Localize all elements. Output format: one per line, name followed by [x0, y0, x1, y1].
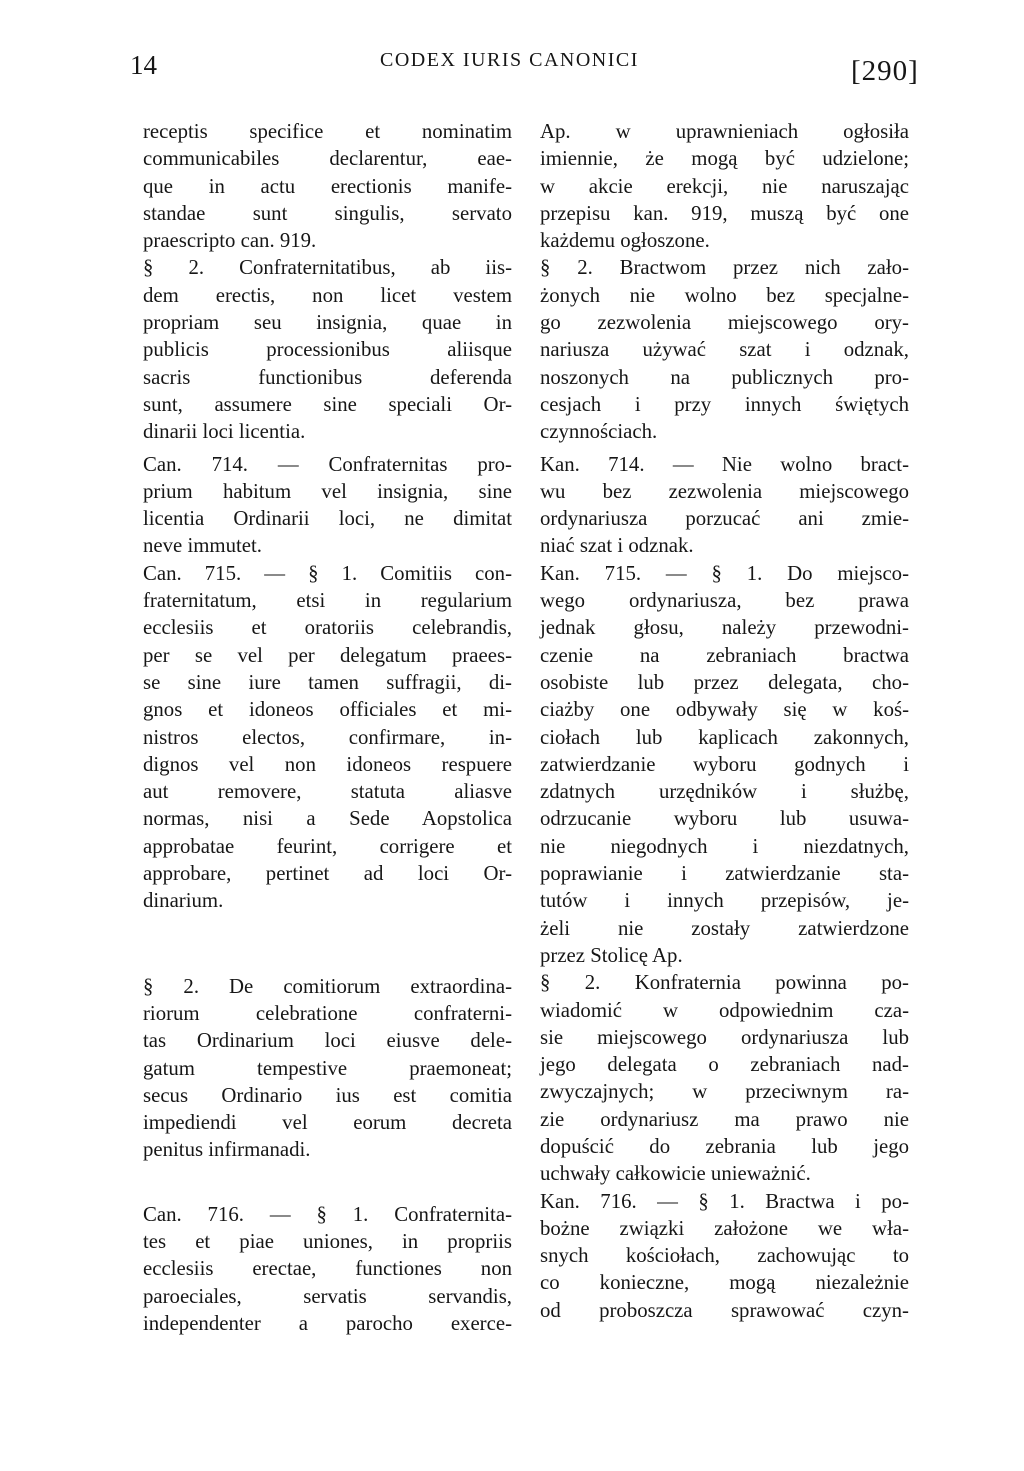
section-number: [290]: [851, 55, 919, 87]
latin-text-line: communicabiles declarentur, eae-: [143, 147, 512, 171]
latin-text-line: prium habitum vel insignia, sine: [143, 479, 512, 503]
polish-text-line: Ap. w uprawnieniach ogłosiła: [540, 120, 909, 143]
latin-text-line: propriam seu insignia, quae in: [143, 311, 512, 335]
polish-text-line: osobiste lub przez delegata, cho-: [540, 670, 909, 694]
latin-text-line: secus Ordinario ius est comitia: [143, 1083, 512, 1107]
polish-text-line: czenie na zebraniach bractwa: [540, 643, 909, 667]
polish-text-line: wu bez zezwolenia miejscowego: [540, 479, 909, 503]
polish-text-line: zie ordynariusz ma prawo nie: [540, 1107, 909, 1131]
latin-text-line: Can. 716. — § 1. Confraternita-: [143, 1202, 512, 1226]
latin-text-line: neve immutet.: [143, 534, 262, 558]
polish-text-line: odrzucanie wyboru lub usuwa-: [540, 807, 909, 831]
latin-text-line: dem erectis, non licet vestem: [143, 283, 512, 307]
latin-text-line: § 2. Confraternitatibus, ab iis-: [143, 256, 512, 280]
polish-text-line: ciażby one odbywały się w koś-: [540, 698, 909, 722]
polish-text-line: każdemu ogłoszone.: [540, 229, 710, 253]
latin-text-line: riorum celebratione confraterni-: [143, 1001, 512, 1025]
polish-text-line: jego delegata o zebraniach nad-: [540, 1053, 909, 1077]
latin-text-line: nistros electos, confirmare, in-: [143, 725, 512, 749]
polish-text-line: nariusza używać szat i odznak,: [540, 338, 909, 362]
latin-text-line: sacris functionibus deferenda: [143, 365, 512, 389]
latin-text-line: § 2. De comitiorum extraordina-: [143, 974, 512, 998]
latin-text-line: fraternitatum, etsi in regularium: [143, 589, 512, 613]
polish-text-line: snych kościołach, zachowując to: [540, 1244, 909, 1268]
polish-text-line: uchwały całkowicie unieważnić.: [540, 1162, 811, 1186]
latin-text-line: dignos vel non idoneos respuere: [143, 752, 512, 776]
polish-text-line: wiadomić w odpowiednim cza-: [540, 998, 909, 1022]
latin-text-line: se sine iure tamen suffragii, di-: [143, 670, 512, 694]
paragraph-gap: [143, 915, 512, 973]
latin-text-line: licentia Ordinarii loci, ne dimitat: [143, 507, 512, 531]
page-header: [0, 0, 1024, 100]
latin-text-line: independenter a parocho exerce-: [143, 1311, 512, 1335]
polish-text-line: co konieczne, mogą niezależnie: [540, 1271, 909, 1295]
polish-text-line: go zezwolenia miejscowego ory-: [540, 311, 909, 335]
polish-text-line: poprawianie i zatwierdzanie sta-: [540, 862, 909, 886]
latin-text-line: gatum tempestive praemoneat;: [143, 1056, 512, 1080]
polish-text-line: § 2. Konfraternia powinna po-: [540, 971, 909, 995]
latin-text-line: tes et piae uniones, in propriis: [143, 1229, 512, 1253]
polish-text-line: niać szat i odznak.: [540, 534, 694, 558]
latin-text-line: que in actu erectionis manife-: [143, 174, 512, 198]
running-title: CODEX IURIS CANONICI: [380, 49, 639, 71]
polish-text-line: Kan. 716. — § 1. Bractwa i po-: [540, 1189, 909, 1213]
polish-text-line: ciołach lub kaplicach zakonnych,: [540, 725, 909, 749]
latin-text-line: praescripto can. 919.: [143, 229, 317, 253]
polish-text-line: przez Stolicę Ap.: [540, 943, 683, 967]
latin-text-line: penitus infirmanadi.: [143, 1138, 311, 1162]
polish-text-line: ordynariusza porzucać ani zmie-: [540, 507, 909, 531]
polish-text-line: żonych nie wolno bez specjalne-: [540, 283, 909, 307]
latin-text-line: approbare, pertinet ad loci Or-: [143, 862, 512, 886]
polish-text-line: żeli nie zostały zatwierdzone: [540, 916, 909, 940]
latin-text-line: per se vel per delegatum praees-: [143, 643, 512, 667]
latin-column: [143, 118, 512, 1337]
latin-text-line: Can. 714. — Confraternitas pro-: [143, 452, 512, 476]
latin-text-line: gnos et idoneos officiales et mi-: [143, 698, 512, 722]
latin-text-line: dinarii loci licentia.: [143, 420, 306, 444]
polish-text-line: czynnościach.: [540, 420, 658, 444]
latin-text-line: paroeciales, servatis servandis,: [143, 1284, 512, 1308]
polish-text-line: imiennie, że mogą być udzielone;: [540, 147, 909, 171]
polish-text-line: jednak głosu, należy przewodni-: [540, 616, 909, 640]
polish-text-line: Kan. 715. — § 1. Do miejsco-: [540, 561, 909, 585]
latin-text-line: normas, nisi a Sede Aopstolica: [143, 807, 512, 831]
latin-text-line: ecclesiis et oratoriis celebrandis,: [143, 616, 512, 640]
polish-text-line: nie niegodnych i niezdatnych,: [540, 834, 909, 858]
latin-text-line: Can. 715. — § 1. Comitiis con-: [143, 561, 512, 585]
polish-text-line: bożne związki założone we wła-: [540, 1216, 909, 1240]
polish-text-line: cesjach i przy innych świętych: [540, 392, 909, 416]
page-number: 14: [130, 50, 157, 80]
latin-text-line: ecclesiis erectae, functiones non: [143, 1257, 512, 1281]
polish-column: [540, 118, 909, 1324]
polish-text-line: zdatnych urzędników i służbę,: [540, 780, 909, 804]
polish-text-line: zatwierdzanie wyboru godnych i: [540, 752, 909, 776]
polish-text-line: § 2. Bractwom przez nich zało-: [540, 256, 909, 280]
polish-text-line: dopuścić do zebrania lub jego: [540, 1134, 909, 1158]
latin-text-line: approbatae feurint, corrigere et: [143, 834, 512, 858]
latin-text-line: sunt, assumere sine speciali Or-: [143, 392, 512, 416]
latin-text-line: publicis processionibus aliisque: [143, 338, 512, 362]
polish-text-line: tutów i innych przepisów, je-: [540, 889, 909, 913]
polish-text-line: Kan. 714. — Nie wolno bract-: [540, 452, 909, 476]
polish-text-line: w akcie erekcji, nie naruszając: [540, 174, 909, 198]
latin-text-line: impediendi vel eorum decreta: [143, 1111, 512, 1135]
latin-text-line: standae sunt singulis, servato: [143, 201, 512, 225]
polish-text-line: wego ordynariusza, bez prawa: [540, 589, 909, 613]
polish-text-line: sie miejscowego ordynariusza lub: [540, 1025, 909, 1049]
polish-text-line: od proboszcza sprawować czyn-: [540, 1298, 909, 1322]
polish-text-line: zwyczajnych; w przeciwnym ra-: [540, 1080, 909, 1104]
latin-text-line: receptis specifice et nominatim: [143, 120, 512, 143]
latin-text-line: dinarium.: [143, 889, 224, 913]
latin-text-line: aut removere, statuta aliasve: [143, 780, 512, 804]
polish-text-line: przepisu kan. 919, muszą być one: [540, 201, 909, 225]
paragraph-gap: [143, 1164, 512, 1201]
latin-text-line: tas Ordinarium loci eiusve dele-: [143, 1029, 512, 1053]
polish-text-line: noszonych na publicznych pro-: [540, 365, 909, 389]
